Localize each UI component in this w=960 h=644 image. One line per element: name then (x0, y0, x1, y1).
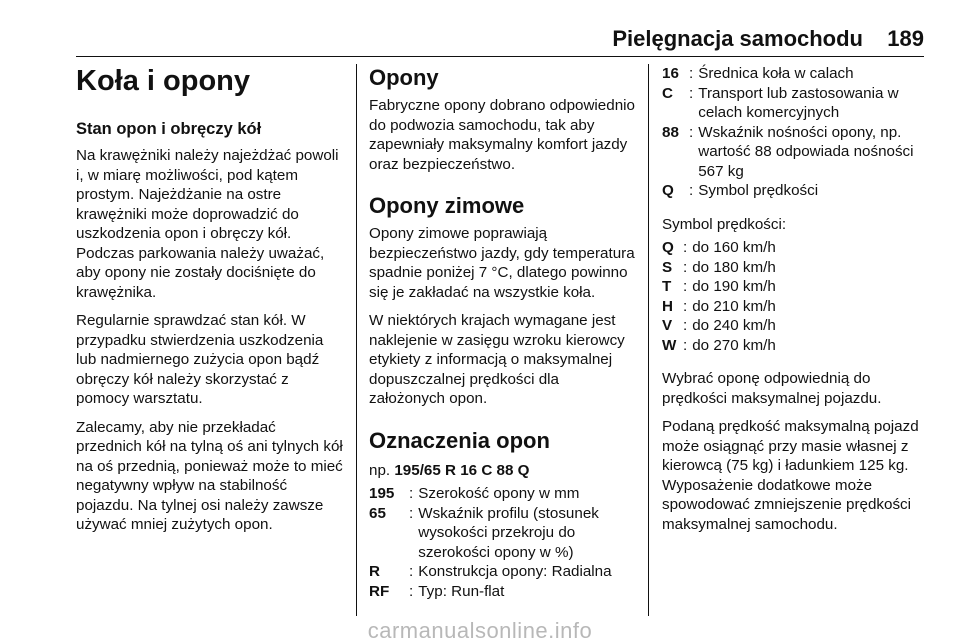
paragraph: Wybrać oponę odpowiednią do prędkości maksymalnej pojazdu. (662, 370, 882, 407)
list-item: 16 : Średnica koła w calach (662, 65, 854, 82)
tire-code: 195/65 R 16 C 88 Q (394, 461, 530, 479)
list-item: 195 : Szerokość opony w mm (369, 485, 580, 502)
list-item: Q : Symbol prędkości (662, 182, 819, 199)
list-item: R : Konstrukcja opony: Radialna (369, 563, 612, 580)
list-item: V : do 240 km/h (662, 317, 776, 334)
subsection-title: Stan opon i obręczy kół (76, 120, 262, 138)
paragraph: Regularnie sprawdzać stan kół. W przypadku stwierdzenia uszkodzenia lub nadmiernego zużycia opon bądź obręczy kół należy skorzystać z pomocy warsztatu. (76, 312, 324, 407)
column-1 (76, 64, 344, 544)
page-header-title: Pielęgnacja samochodu (612, 26, 863, 51)
list-item: RF : Typ: Run-flat (369, 582, 505, 600)
list-item: Q : do 160 km/h (662, 239, 776, 256)
paragraph: Podaną prędkość maksymalną pojazd może osiągnąć przy masie własnej z kierowcą (75 kg) i ładunkiem 125 kg. Wyposażenie dodatkowe może spowodować zmniejszenie prędkości maksymalnej samochodu. (662, 418, 919, 533)
example-prefix: np. (369, 461, 391, 479)
column-2 (369, 64, 639, 613)
column-3 (662, 64, 930, 543)
column-divider-1 (356, 64, 357, 616)
paragraph: Fabryczne opony dobrano odpowiednio do podwozia samochodu, tak aby zapewniały maksymalny komfort jazdy oraz bezpieczeństwo. (369, 97, 635, 173)
page-number: 189 (887, 26, 924, 51)
heading-opony-zimowe: Opony zimowe (369, 193, 525, 218)
heading-oznaczenia-opon: Oznaczenia opon (369, 427, 550, 453)
paragraph: Na krawężniki należy najeżdżać powoli i, w miarę możliwości, pod kątem prostym. Najeżdżanie na ostre krawężniki może doprowadzić do uszkodzenia opon i obręczy kół. Podczas parkowania należy uważać, aby opony nie zostały dociśnięte do krawężnika. (76, 147, 339, 301)
tire-code-list (369, 484, 639, 601)
tire-code-example (369, 461, 639, 481)
list-item: C : Transport lub zastosowania w celach komercyjnych (662, 84, 899, 121)
column-divider-2 (648, 64, 649, 616)
paragraph: Opony zimowe poprawiają bezpieczeństwo jazdy, gdy temperatura spadnie poniżej 7 °C, dlatego powinno się je zakładać na wszystkie koła. (369, 225, 635, 301)
list-item: S : do 180 km/h (662, 258, 776, 276)
watermark: carmanualsonline.info (367, 618, 593, 643)
section-title: Koła i opony (76, 65, 250, 97)
speed-symbol-list (662, 238, 930, 355)
list-item: T : do 190 km/h (662, 278, 776, 295)
list-item: 65 : Wskaźnik profilu (stosunek wysokości przekroju do szerokości opony w %) (369, 504, 599, 561)
list-item: W : do 270 km/h (662, 336, 776, 354)
list-item: H : do 210 km/h (662, 297, 776, 315)
paragraph: Zalecamy, aby nie przekładać przednich kół na tylną oś ani tylnych kół na oś przednią, ponieważ może to mieć negatywny wpływ na stabilność pojazdu. Na tylnej osi należy zawsze używać mniej zużytych opon. (76, 418, 343, 533)
paragraph: W niektórych krajach wymagane jest naklejenie w zasięgu wzroku kierowcy etykiety z informacją o maksymalnej dopuszczalnej prędkości dla założonych opon. (369, 312, 625, 407)
tire-code-list-continued (662, 64, 930, 201)
speed-symbol-heading: Symbol prędkości: (662, 215, 787, 233)
heading-opony: Opony (369, 65, 439, 90)
header-divider (76, 56, 924, 57)
list-item: 88 : Wskaźnik nośności opony, np. wartość 88 odpowiada nośności 567 kg (662, 123, 914, 180)
